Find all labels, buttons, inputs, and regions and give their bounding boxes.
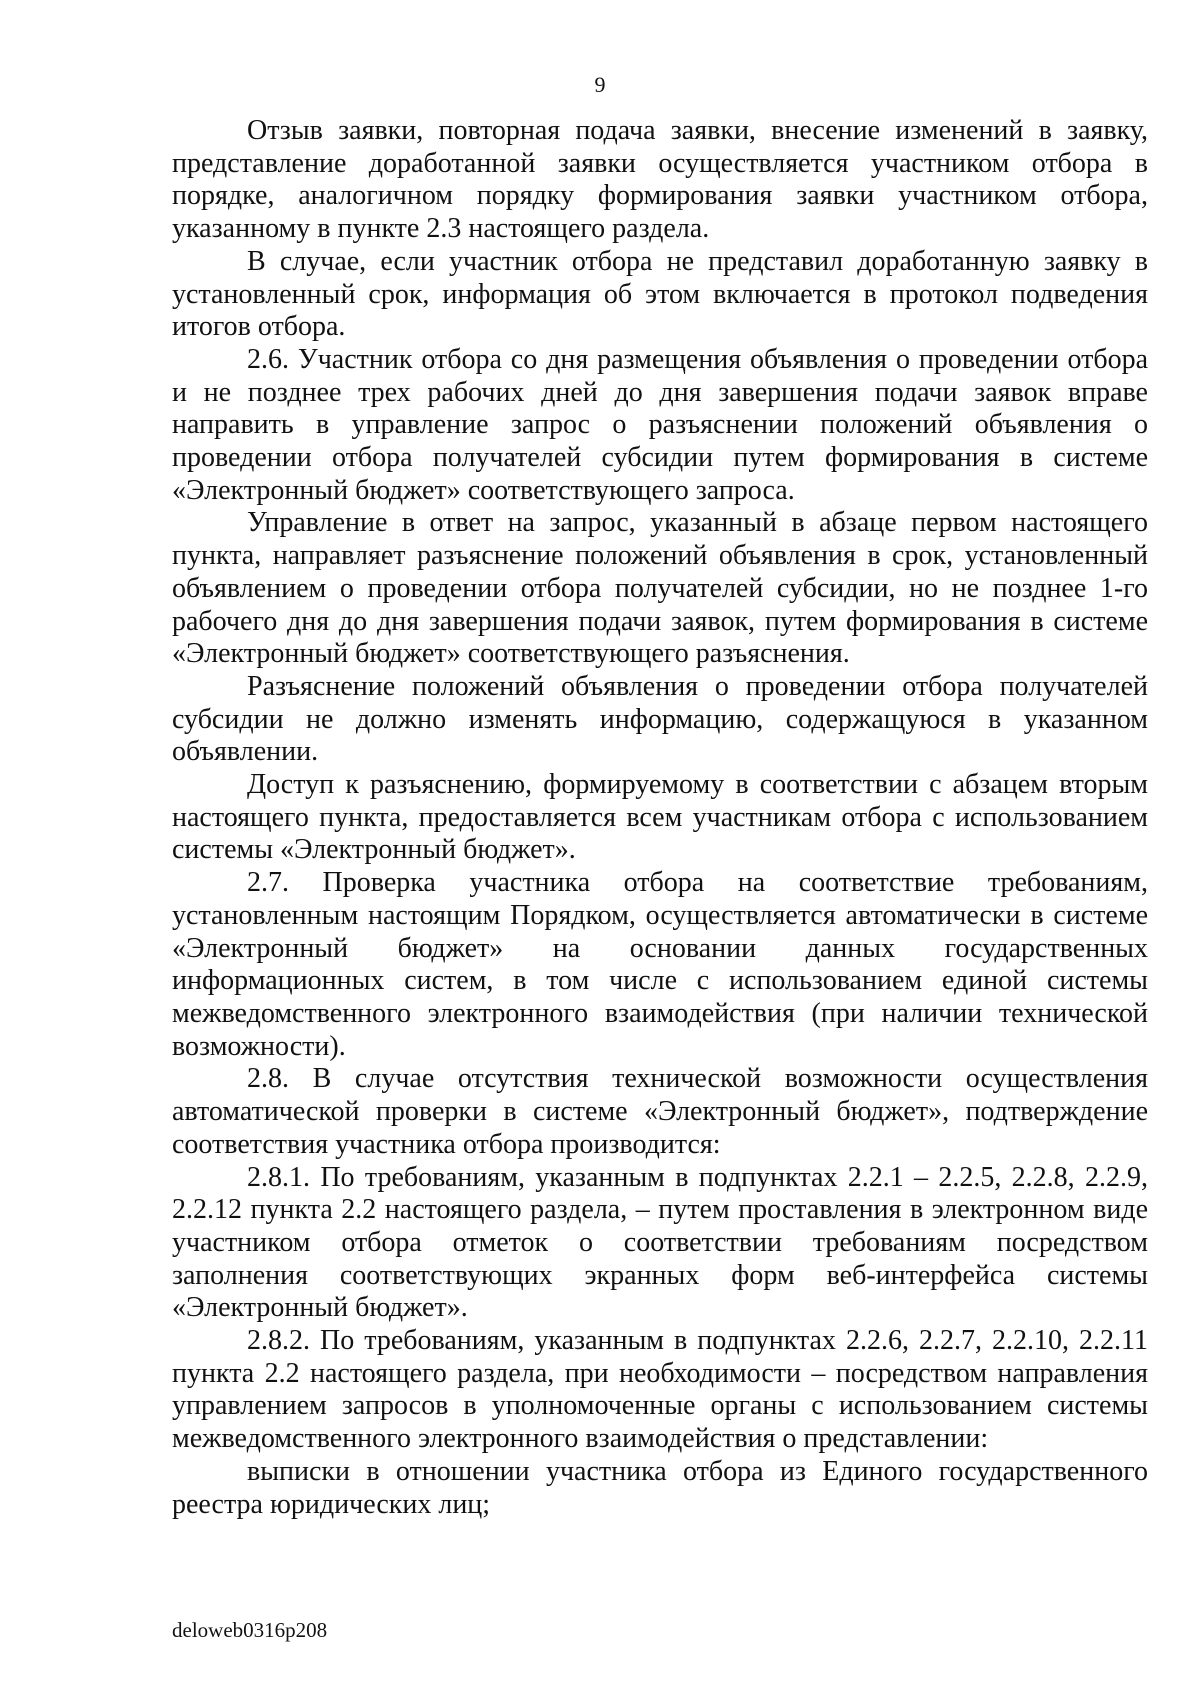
paragraph-registry-extract: выписки в отношении участника отбора из Единого государственного реестра юридических лиц; — [172, 1455, 1148, 1520]
paragraph-revised-application: В случае, если участник отбора не представил доработанную заявку в установленный срок, информация об этом включается в протокол подведения итогов отбора. — [172, 245, 1148, 343]
paragraph-2-7: 2.7. Проверка участника отбора на соответствие требованиям, установленным настоящим Порядком, осуществляется автоматически в системе «Электронный бюджет» на основании данных государственных информационных систем, в том числе с использованием единой системы межведомственного электронного взаимодействия (при наличии технической возможности). — [172, 867, 1148, 1062]
document-body — [172, 115, 1148, 1521]
paragraph-2-8-2: 2.8.2. По требованиям, указанным в подпунктах 2.2.6, 2.2.7, 2.2.10, 2.2.11 пункта 2.2 настоящего раздела, при необходимости – посредством направления управлением запросов в уполномоченные органы с использованием системы межведомственного электронного взаимодействия о представлении: — [172, 1325, 1148, 1455]
paragraph-clarification-response: Управление в ответ на запрос, указанный в абзаце первом настоящего пункта, направляет разъяснение положений объявления в срок, установленный объявлением о проведении отбора получателей субсидии, но не позднее 1-го рабочего дня до дня завершения подачи заявок, путем формирования в системе «Электронный бюджет» соответствующего разъяснения. — [172, 507, 1148, 670]
paragraph-2-6: 2.6. Участник отбора со дня размещения объявления о проведении отбора и не позднее трех рабочих дней до дня завершения подачи заявок вправе направить в управление запрос о разъяснении положений объявления о проведении отбора получателей субсидии путем формирования в системе «Электронный бюджет» соответствующего запроса. — [172, 343, 1148, 506]
paragraph-withdrawal: Отзыв заявки, повторная подача заявки, внесение изменений в заявку, представление доработанной заявки осуществляется участником отбора в порядке, аналогичном порядку формирования заявки участником отбора, указанному в пункте 2.3 настоящего раздела. — [172, 115, 1148, 245]
page-number: 9 — [594, 72, 606, 97]
paragraph-clarification-content: Разъяснение положений объявления о проведении отбора получателей субсидии не должно изменять информацию, содержащуюся в указанном объявлении. — [172, 670, 1148, 768]
footer-document-code: deloweb0316p208 — [172, 1618, 328, 1642]
paragraph-clarification-access: Доступ к разъяснению, формируемому в соответствии с абзацем вторым настоящего пункта, предоставляется всем участникам отбора с использованием системы «Электронный бюджет». — [172, 769, 1148, 866]
paragraph-2-8: 2.8. В случае отсутствия технической возможности осуществления автоматической проверки в системе «Электронный бюджет», подтверждение соответствия участника отбора производится: — [172, 1063, 1148, 1160]
paragraph-2-8-1: 2.8.1. По требованиям, указанным в подпунктах 2.2.1 – 2.2.5, 2.2.8, 2.2.9, 2.2.12 пункта 2.2 настоящего раздела, – путем проставления в электронном виде участником отбора отметок о соответствии требованиям посредством заполнения соответствующих экранных форм веб-интерфейса системы «Электронный бюджет». — [172, 1161, 1148, 1324]
